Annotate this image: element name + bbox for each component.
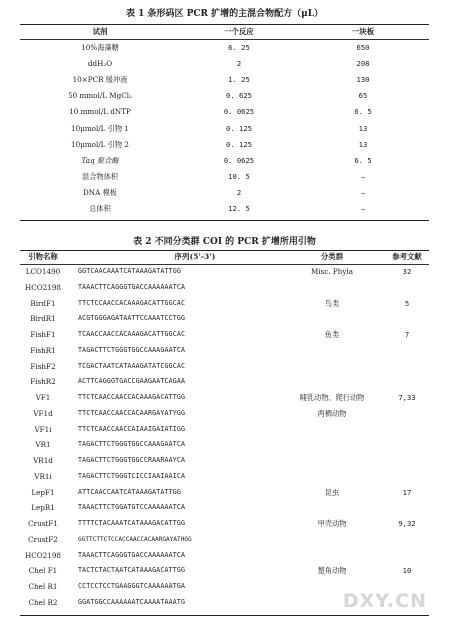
table2-cell-taxon: 昆虫 — [324, 487, 340, 497]
table1-row — [0, 105, 449, 118]
table1-cell-one-plate: 650 — [356, 43, 370, 52]
table2-row — [0, 344, 449, 357]
table1-row — [0, 89, 449, 102]
table2-row — [0, 265, 449, 278]
table2-cell-taxon: 哺乳动物、爬行动物 — [299, 393, 365, 402]
table2-cell-reference: 5 — [404, 298, 410, 308]
table2-cell-sequence: TTCTCCAACCACAAAGACATTGGCAC — [78, 298, 186, 307]
table2-cell-primer-name: VR1d — [33, 456, 53, 465]
table1-cell-reagent: 10×PCR 缓冲液 — [72, 75, 128, 85]
table2-cell-taxon: 鸟类 — [324, 298, 340, 308]
table2-row — [0, 312, 449, 325]
table2-cell-reference: 9,32 — [398, 519, 416, 528]
table2-caption: 表 2 不同分类群 COI 的 PCR 扩增所用引物 — [133, 237, 316, 247]
table2-cell-sequence: TTCTCAACCAACCACAAAGACATTGG — [78, 393, 186, 401]
table2-row — [0, 375, 449, 388]
table2-cell-sequence: TAGACTTCTGGGTGGCCRAARAAYCA — [78, 456, 186, 464]
table2-row — [0, 281, 449, 294]
table2-cell-sequence: TAAACTTCAGGGTGACCAAAAAATCA — [78, 282, 186, 291]
table1-cell-one-reaction: 0. 0625 — [223, 107, 255, 117]
table2-cell-taxon: 鱼类 — [324, 330, 340, 339]
table1-cell-reagent: 总体积 — [89, 204, 111, 213]
table2-bottom-rule — [20, 615, 429, 616]
table2-cell-primer-name: VR1 — [35, 440, 51, 450]
table2-cell-primer-name: HCO2198 — [25, 282, 61, 292]
table2-cell-sequence: TTCTCAACCAACCAIAAIGAIATIGG — [78, 424, 186, 433]
table1-cell-reagent: DNA 模板 — [83, 187, 117, 197]
table1-row — [0, 170, 449, 183]
table2-row — [0, 328, 449, 341]
table2-cell-taxon: 两栖动物 — [317, 408, 347, 418]
table1-row — [0, 57, 449, 70]
table2-cell-reference: 17 — [402, 487, 412, 497]
table1-header-row — [0, 25, 449, 38]
table2-cell-primer-name: VF1 — [35, 393, 51, 402]
table1-cell-reagent: 10μmol/L 引物 1 — [71, 123, 129, 133]
table2-cell-sequence: GGATGGCCAAAAAATCAAAATAAATG — [78, 597, 186, 606]
table1-cell-one-plate: 130 — [356, 75, 370, 85]
table2-row — [0, 486, 449, 499]
table1-cell-one-plate: 6. 5 — [354, 155, 372, 165]
table2-row — [0, 297, 449, 310]
table1-cell-one-plate: 6. 5 — [354, 107, 372, 117]
table1-cell-one-reaction: 10. 5 — [228, 171, 250, 181]
table2-cell-primer-name: LepR1 — [31, 503, 55, 513]
table2-header-row — [0, 250, 449, 263]
table1-cell-one-plate: 65 — [358, 91, 368, 101]
table2-cell-primer-name: VF1i — [34, 424, 52, 434]
table1-cell-one-reaction: 0. 125 — [226, 123, 252, 133]
table1-row — [0, 202, 449, 215]
watermark-logo: DXY.CN — [342, 590, 427, 612]
table2-header-primer-name: 引物名称 — [28, 252, 58, 261]
table2-cell-reference: 10 — [402, 566, 412, 576]
table1-bottom-rule — [20, 220, 429, 221]
table2-row — [0, 438, 449, 451]
table1-row — [0, 73, 449, 86]
table2-cell-sequence: ACGTGGGAGATAATTCCAAATCCTGG — [78, 314, 186, 323]
table1-cell-reagent: ddH₂O — [87, 59, 113, 69]
table2-header-reference: 参考文献 — [392, 252, 422, 261]
table2-cell-sequence: ATTCAACCAATCATAAAGATATTGG — [78, 487, 181, 496]
table1-cell-one-reaction: 1. 25 — [228, 75, 250, 85]
table2-row — [0, 549, 449, 562]
table1-cell-one-plate: — — [360, 187, 366, 197]
table1-row — [0, 186, 449, 199]
table2-cell-sequence: ACTTCAGGGTGACCGAAGAATCAGAA — [78, 377, 186, 386]
table2-cell-sequence: GGTTCTTCTCCACCAACCACAARGAYATHGG — [78, 535, 192, 543]
table1-cell-one-plate: 13 — [358, 123, 368, 133]
table1-cell-one-plate: 13 — [358, 139, 368, 149]
table2-cell-primer-name: LepF1 — [31, 487, 55, 497]
table1-header-reagent: 试剂 — [92, 27, 108, 36]
table1-header-one-reaction: 一个反应 — [224, 27, 254, 36]
table2-cell-sequence: TAAACTTCAGGGTGACCAAAAAATCA — [78, 550, 186, 559]
table2-cell-taxon: 螯角动物 — [317, 566, 347, 576]
table1-cell-one-reaction: 6. 25 — [228, 43, 250, 52]
table1-cell-one-reaction: 12. 5 — [228, 204, 250, 213]
table2-row — [0, 501, 449, 514]
table2-cell-primer-name: VR1i — [34, 471, 52, 481]
table2-cell-primer-name: Chel R2 — [28, 597, 58, 607]
table1-cell-one-plate: — — [360, 171, 366, 181]
table2-cell-sequence: TAGACTTCTGGGTGGCCAAAGAATCA — [78, 345, 186, 354]
table2-cell-sequence: TCGACTAATCATAAAGATATCGGCAC — [78, 361, 186, 370]
table2-cell-primer-name: FishF2 — [30, 361, 56, 371]
table2-cell-sequence: CCTCCTCCTGAAGGGTCAAAAAATGA — [78, 582, 186, 590]
table2-row — [0, 564, 449, 577]
table1-cell-one-reaction: 2 — [236, 187, 242, 197]
table2-cell-sequence: TTTTCTACAAATCATAAAGACATTGG — [78, 519, 186, 527]
table1-cell-reagent: 10 mmol/L dNTP — [69, 107, 131, 117]
table2-row — [0, 517, 449, 530]
table1-row — [0, 122, 449, 135]
table2-cell-primer-name: FishF1 — [30, 330, 56, 339]
table2-cell-sequence: TAGACTTCTGGGTCICCIAAIAAICA — [78, 471, 186, 480]
table2-row — [0, 470, 449, 483]
table2-cell-primer-name: FishR2 — [30, 377, 56, 387]
table2-cell-primer-name: BirdR1 — [30, 314, 56, 324]
table2-cell-primer-name: Chel F1 — [28, 566, 58, 576]
table2-row — [0, 533, 449, 546]
table2-header-taxon: 分类群 — [320, 252, 344, 261]
table2-row — [0, 360, 449, 373]
table1-cell-reagent: 50 mmol/L MgCl₂ — [68, 91, 132, 101]
table2-cell-primer-name: CrustF2 — [28, 534, 58, 544]
table1-cell-reagent: 10μmol/L 引物 2 — [71, 139, 129, 149]
table1-row — [0, 154, 449, 167]
table1-cell-reagent: 10%海藻糖 — [81, 43, 119, 52]
table1-cell-one-reaction: 0. 0625 — [223, 155, 255, 165]
table2-cell-taxon: Misc. Phyla — [310, 267, 354, 276]
table1-cell-one-reaction: 0. 125 — [226, 139, 252, 149]
table2-row — [0, 407, 449, 420]
table1-cell-reagent: 混合物体积 — [82, 171, 118, 181]
table2-cell-sequence: TAGACTTCTGGGTGGCCAAAGAATCA — [78, 440, 186, 449]
table1-row — [0, 41, 449, 54]
table1-cell-one-reaction: 2 — [236, 59, 242, 69]
table2-row — [0, 454, 449, 467]
table1-cell-reagent: Taq 聚合酶 — [81, 155, 119, 165]
table2-cell-reference: 32 — [402, 267, 412, 276]
table2-cell-sequence: TACTCTACTAATCATAAAGACATTGG — [78, 566, 186, 575]
table2-row — [0, 423, 449, 436]
table2-cell-primer-name: BirdF1 — [30, 298, 56, 308]
table1-header-rule — [20, 39, 429, 40]
table2-cell-sequence: TTCTCAACCAACCACAARGAYATYGG — [78, 408, 186, 417]
table1-caption: 表 1 条形码区 PCR 扩增的主混合物配方（μL） — [125, 9, 324, 19]
table1-cell-one-reaction: 0. 625 — [226, 91, 252, 101]
table2-cell-sequence: TCAACCAACCACAAAGACATTGGCAC — [78, 330, 186, 338]
table2-cell-primer-name: VF1d — [33, 408, 53, 418]
table2-cell-sequence: GGTCAACAAATCATAAAGATATTGG — [78, 267, 181, 275]
table2-header-sequence: 序列(5'-3') — [174, 252, 216, 261]
table1-header-one-plate: 一块板 — [351, 27, 375, 36]
table2-cell-primer-name: FishR1 — [30, 345, 56, 355]
table1-cell-one-plate: 208 — [356, 59, 370, 69]
table2-cell-primer-name: Chel R1 — [28, 582, 58, 591]
table2-cell-reference: 7 — [404, 330, 410, 339]
table2-cell-primer-name: HCO2198 — [25, 550, 61, 560]
table2-row — [0, 391, 449, 404]
table2-cell-reference: 7,33 — [398, 393, 416, 402]
table1-row — [0, 138, 449, 151]
table2-cell-primer-name: CrustF1 — [28, 519, 58, 528]
table2-cell-primer-name: LCO1490 — [25, 267, 61, 276]
table2-cell-taxon: 甲壳动物 — [317, 519, 347, 528]
table2-cell-sequence: TAAACTTCTGGATGTCCAAAAAATCA — [78, 503, 186, 512]
table1-cell-one-plate: — — [360, 204, 366, 213]
